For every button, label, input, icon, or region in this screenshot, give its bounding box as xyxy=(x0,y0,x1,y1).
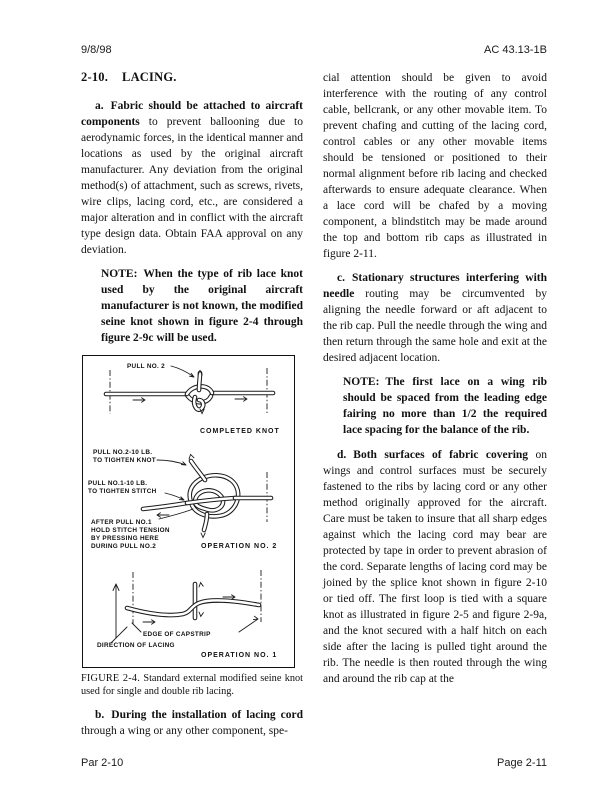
section-heading xyxy=(81,70,303,85)
paragraph-a-text: to prevent ballooning due to aerodynamic forces, in the identical manner and locations as used by the original aircraft manufacturer. Any deviation from the original method(s) of attachment, such as screws, rivets, wire clips, lacing cord, etc., are considered a major alteration and in conflict with the aircraft type design data. Obtain FAA approval on any deviation. xyxy=(81,116,304,256)
figure-caption-text: Standard external modified seine knot used for single and double rib lacing. xyxy=(81,673,304,697)
page-header xyxy=(81,44,547,56)
knot-diagram-svg xyxy=(83,356,294,662)
note-2 xyxy=(343,374,547,438)
section-number: 2-10. xyxy=(81,70,109,84)
paragraph-a-lead: Fabric should be attached to aircraft components xyxy=(81,100,303,128)
paragraph-b-label: b. xyxy=(95,709,105,721)
paragraph-d-label: d. xyxy=(337,449,347,461)
paragraph-b-text: through a wing or any other component, spe- xyxy=(81,725,288,737)
left-column xyxy=(81,70,303,747)
figure-label-pull1-line1: PULL NO.1-10 LB. xyxy=(88,480,148,487)
figure-label-after-line2: HOLD STITCH TENSION xyxy=(91,527,170,534)
paragraph-b xyxy=(81,707,303,739)
figure-label-after-line1: AFTER PULL NO.1 xyxy=(91,519,152,526)
paragraph-c-text: routing may be circumvented by aligning the needle forward or aft adjacent to the rib cap. Pull the needle through the wing and then return through the same hole and exit at the desired adjacent location. xyxy=(323,288,547,364)
note-1-text: When the type of rib lace knot used by the original aircraft manufacturer is not known, the modified seine knot shown in figure 2-4 through figure 2-9c will be used. xyxy=(101,268,303,344)
paragraph-b-continuation xyxy=(323,70,547,262)
completed-knot-diagram xyxy=(106,363,280,435)
section-title: LACING. xyxy=(122,70,177,84)
right-column xyxy=(323,70,547,747)
figure-label-after-line4: DURING PULL NO.2 xyxy=(91,543,157,550)
paragraph-c xyxy=(323,270,547,366)
paragraph-c-lead: Stationary structures interfering with needle xyxy=(323,272,547,300)
operation-1-diagram xyxy=(97,570,277,659)
paragraph-c-label: c. xyxy=(337,272,345,284)
note-2-text: The first lace on a wing rib should be spaced from the leading edge fairing no more than 1/2 the required lace spacing for the balance of the rib. xyxy=(343,376,547,436)
header-doc-ref: AC 43.13-1B xyxy=(484,44,547,56)
note-1 xyxy=(101,266,303,346)
figure-label-pull-no-2: PULL NO. 2 xyxy=(127,363,166,370)
figure-label-pull1-line2: TO TIGHTEN STITCH xyxy=(88,488,157,495)
paragraph-d-lead: Both surfaces of fabric covering xyxy=(353,449,529,461)
figure-label-pull2-line1: PULL NO.2-10 LB. xyxy=(93,449,153,456)
figure-label-completed-knot: COMPLETED KNOT xyxy=(200,428,280,435)
note-1-label: NOTE: xyxy=(101,268,138,280)
figure-label-operation-2: OPERATION NO. 2 xyxy=(201,543,278,550)
figure-caption-label: FIGURE 2-4. xyxy=(81,673,141,684)
figure-2-4-caption xyxy=(81,672,303,698)
paragraph-b-continuation-text: cial attention should be given to avoid interference with the routing of any control cable, bellcrank, or any other movable item. To prevent chafing and cutting of the lacing cord, control cables or any other movable items should be tensioned or positioned to their normal alignment before rib lacing and checked afterwards to ensure adequate clearance. When a lace cord will be chafed by a moving component, a blindstitch may be made around the top and bottom rib caps as illustrated in figure 2-11. xyxy=(323,72,547,260)
figure-label-direction-of-lacing: DIRECTION OF LACING xyxy=(97,642,175,649)
header-date: 9/8/98 xyxy=(81,44,112,56)
paragraph-d xyxy=(323,447,547,687)
figure-label-edge-of-capstrip: EDGE OF CAPSTRIP xyxy=(143,631,211,638)
figure-label-operation-1: OPERATION NO. 1 xyxy=(201,652,278,659)
note-2-label: NOTE: xyxy=(343,376,380,388)
paragraph-a-label: a. xyxy=(95,100,104,112)
operation-2-diagram xyxy=(88,449,277,550)
footer-par-ref: Par 2-10 xyxy=(81,757,124,769)
paragraph-a xyxy=(81,98,303,258)
page-footer xyxy=(81,757,547,769)
figure-label-after-line3: BY PRESSING HERE xyxy=(91,535,159,542)
figure-2-4-box xyxy=(82,355,295,668)
two-column-body xyxy=(81,70,547,747)
footer-page-ref: Page 2-11 xyxy=(497,757,547,769)
paragraph-d-text: on wings and control surfaces must be securely fastened to the ribs by lacing cord or any other method originally approved for the aircraft. Care must be taken to insure that all sharp edges against which the lacing cord may bear are protected by tape in order to prevent abrasion of the cord. Separate lengths of lacing cord may be joined by the splice knot shown in figure 2-10 or tied off. The first loop is tied with a square knot as illustrated in figure 2-5 and figure 2-9a, and the knot secured with a half hitch on each side after the lacing is pulled tight around the rib. The needle is then routed through the wing and around the rib cap at the xyxy=(323,449,548,685)
paragraph-b-lead: During the installation of lacing cord xyxy=(111,709,303,721)
figure-label-pull2-line2: TO TIGHTEN KNOT xyxy=(93,457,156,464)
